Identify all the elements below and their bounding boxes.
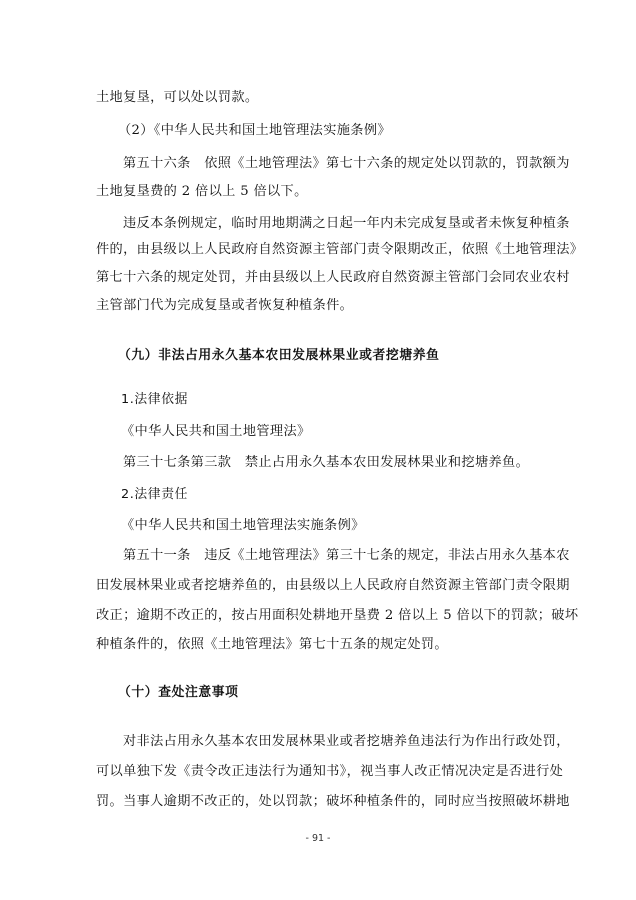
text-line: 罚。当事人逾期不改正的，处以罚款；破坏种植条件的，同时应当按照破坏耕地	[96, 794, 570, 809]
text-line: 土地复垦，可以处以罚款。	[96, 90, 259, 105]
article-56: 第五十六条 依照《土地管理法》第七十六条的规定处以罚款的，罚款额为	[123, 156, 570, 171]
text-line: 种植条件的，依照《土地管理法》第七十五条的规定处罚。	[96, 637, 448, 652]
text-line: 件的，由县级以上人民政府自然资源主管部门责令限期改正，依照《土地管理法》	[96, 242, 584, 257]
text-line: 土地复垦费的 2 倍以上 5 倍以下。	[96, 184, 308, 199]
subheading-legal-basis: 1.法律依据	[121, 392, 188, 407]
text-line: 改正；逾期不改正的，按占用面积处耕地开垦费 2 倍以上 5 倍以下的罚款；破坏	[96, 608, 579, 623]
section-heading-9: （九）非法占用永久基本农田发展林果业或者挖塘养鱼	[118, 348, 440, 363]
article-51: 第五十一条 违反《土地管理法》第三十七条的规定，非法占用永久基本农	[123, 548, 570, 563]
heading-regulation: （2）《中华人民共和国土地管理法实施条例》	[118, 123, 391, 138]
law-title: 《中华人民共和国土地管理法》	[121, 424, 311, 439]
text-line: 对非法占用永久基本农田发展林果业或者挖塘养鱼违法行为作出行政处罚，	[123, 734, 570, 749]
text-line: 田发展林果业或者挖塘养鱼的，由县级以上人民政府自然资源主管部门责令限期	[96, 578, 570, 593]
text-line: 主管部门代为完成复垦或者恢复种植条件。	[96, 298, 354, 313]
text-line: 违反本条例规定，临时用地期满之日起一年内未完成复垦或者未恢复种植条	[123, 216, 570, 231]
subheading-legal-liability: 2.法律责任	[121, 487, 188, 502]
text-line: 第七十六条的规定处罚，并由县级以上人民政府自然资源主管部门会同农业农村	[96, 270, 570, 285]
law-title: 《中华人民共和国土地管理法实施条例》	[121, 518, 365, 533]
article-37: 第三十七条第三款 禁止占用永久基本农田发展林果业和挖塘养鱼。	[123, 455, 530, 470]
section-heading-10: （十）查处注意事项	[118, 685, 239, 700]
text-line: 可以单独下发《责令改正违法行为通知书》，视当事人改正情况决定是否进行处	[96, 764, 564, 779]
page-number: - 91 -	[305, 833, 331, 844]
